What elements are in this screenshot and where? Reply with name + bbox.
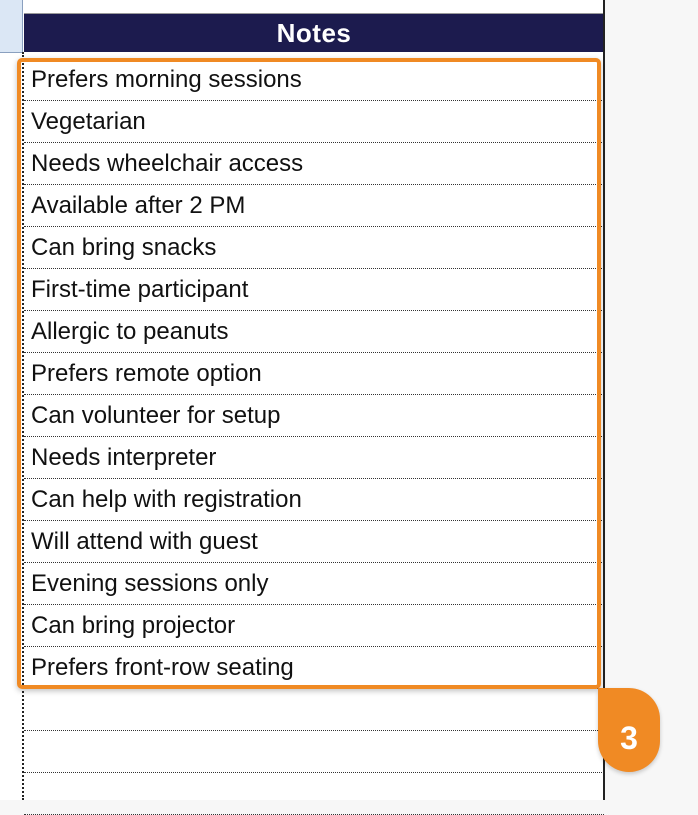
table-row[interactable]	[24, 773, 604, 815]
notes-cell[interactable]: Available after 2 PM	[31, 191, 246, 219]
table-row[interactable]	[24, 185, 604, 227]
notes-cell[interactable]: Can help with registration	[31, 485, 302, 513]
adjacent-column-header[interactable]	[0, 0, 23, 53]
notes-cell[interactable]: Prefers remote option	[31, 359, 262, 387]
notes-cell[interactable]: Can volunteer for setup	[31, 401, 281, 429]
table-row[interactable]	[24, 269, 604, 311]
table-row[interactable]	[24, 689, 604, 731]
notes-cell[interactable]: Can bring snacks	[31, 233, 217, 261]
notes-column-cells	[24, 59, 604, 815]
table-row[interactable]	[24, 563, 604, 605]
table-row[interactable]	[24, 479, 604, 521]
table-row[interactable]	[24, 59, 604, 101]
callout-badge: 3	[598, 688, 660, 772]
notes-column-header[interactable]: Notes	[24, 14, 604, 52]
table-row[interactable]	[24, 143, 604, 185]
column-right-border	[603, 0, 605, 800]
table-row[interactable]	[24, 731, 604, 773]
notes-cell[interactable]: Vegetarian	[31, 107, 146, 135]
table-row[interactable]	[24, 437, 604, 479]
table-row[interactable]	[24, 101, 604, 143]
notes-cell[interactable]: Prefers morning sessions	[31, 65, 302, 93]
notes-cell[interactable]: Needs wheelchair access	[31, 149, 304, 177]
table-row[interactable]	[24, 647, 604, 689]
notes-cell[interactable]: Evening sessions only	[31, 569, 269, 597]
table-row[interactable]	[24, 521, 604, 563]
table-row[interactable]	[24, 311, 604, 353]
table-row[interactable]	[24, 227, 604, 269]
notes-cell[interactable]: Allergic to peanuts	[31, 317, 229, 345]
notes-cell[interactable]: Prefers front-row seating	[31, 653, 294, 681]
notes-cell[interactable]: First-time participant	[31, 275, 249, 303]
table-row[interactable]	[24, 395, 604, 437]
notes-cell[interactable]: Needs interpreter	[31, 443, 217, 471]
table-row[interactable]	[24, 353, 604, 395]
table-row[interactable]	[24, 605, 604, 647]
notes-cell[interactable]: Can bring projector	[31, 611, 236, 639]
notes-cell[interactable]: Will attend with guest	[31, 527, 258, 555]
